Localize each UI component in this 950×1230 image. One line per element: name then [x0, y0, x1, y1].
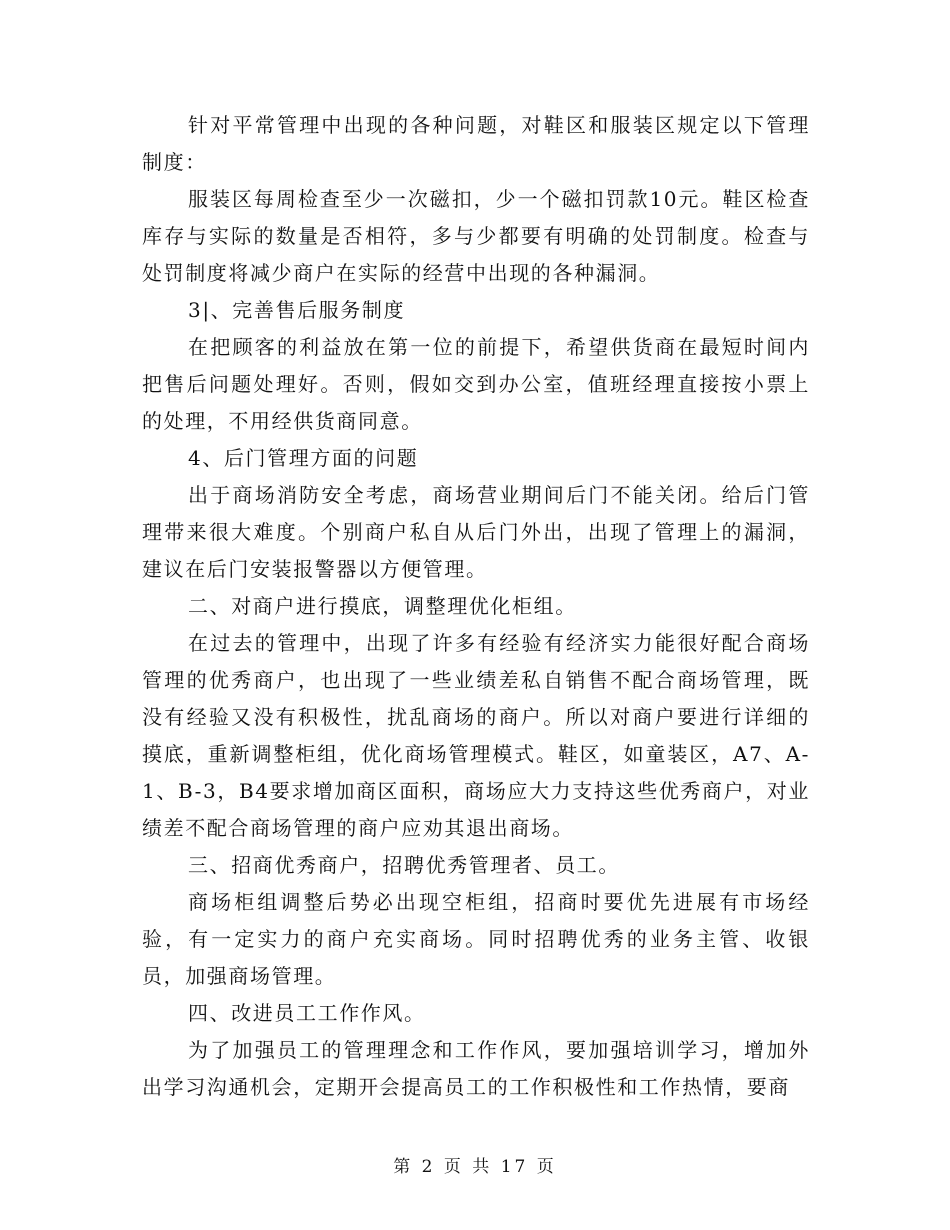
paragraph-section-two: 在过去的管理中，出现了许多有经验有经济实力能很好配合商场管理的优秀商户，也出现了一些业绩差私自销售不配合商场管理，既没有经验又没有积极性，扰乱商场的商户。所以对商户要进行详细的摸底，重新调整柜组，优化商场管理模式。鞋区，如童装区，A7、A-1、B-3，B4要求增加商区面积，商场应大力支持这些优秀商户，对业绩差不配合商场管理的商户应劝其退出商场。 — [142, 631, 810, 840]
paragraph-intro: 针对平常管理中出现的各种问题，对鞋区和服装区规定以下管理制度： — [142, 113, 810, 174]
heading-after-sales: 3|、完善售后服务制度 — [188, 298, 406, 322]
heading-back-door: 4、后门管理方面的问题 — [188, 446, 419, 470]
paragraph-section-three: 商场柜组调整后势必出现空柜组，招商时要优先进展有市场经验，有一定实力的商户充实商场。同时招聘优秀的业务主管、收银员，加强商场管理。 — [142, 890, 810, 988]
document-body — [142, 107, 810, 1106]
heading-section-three: 三、招商优秀商户，招聘优秀管理者、员工。 — [188, 853, 620, 877]
paragraph-section-four: 为了加强员工的管理理念和工作作风，要加强培训学习，增加外出学习沟通机会，定期开会提高员工的工作积极性和工作热情，要商 — [142, 1038, 810, 1099]
heading-section-two: 二、对商户进行摸底，调整理优化柜组。 — [188, 594, 577, 618]
paragraph-back-door: 出于商场消防安全考虑，商场营业期间后门不能关闭。给后门管理带来很大难度。个别商户私自从后门外出，出现了管理上的漏洞，建议在后门安装报警器以方便管理。 — [142, 483, 810, 581]
paragraph-after-sales: 在把顾客的利益放在第一位的前提下，希望供货商在最短时间内把售后问题处理好。否则，假如交到办公室，值班经理直接按小票上的处理，不用经供货商同意。 — [142, 335, 810, 433]
paragraph-clothing-shoe-check: 服装区每周检查至少一次磁扣，少一个磁扣罚款10元。鞋区检查库存与实际的数量是否相符，多与少都要有明确的处罚制度。检查与处罚制度将减少商户在实际的经营中出现的各种漏洞。 — [142, 187, 810, 285]
page-number-footer: 第 2 页 共 17 页 — [393, 1157, 557, 1177]
heading-section-four: 四、改进员工工作作风。 — [188, 1001, 426, 1025]
